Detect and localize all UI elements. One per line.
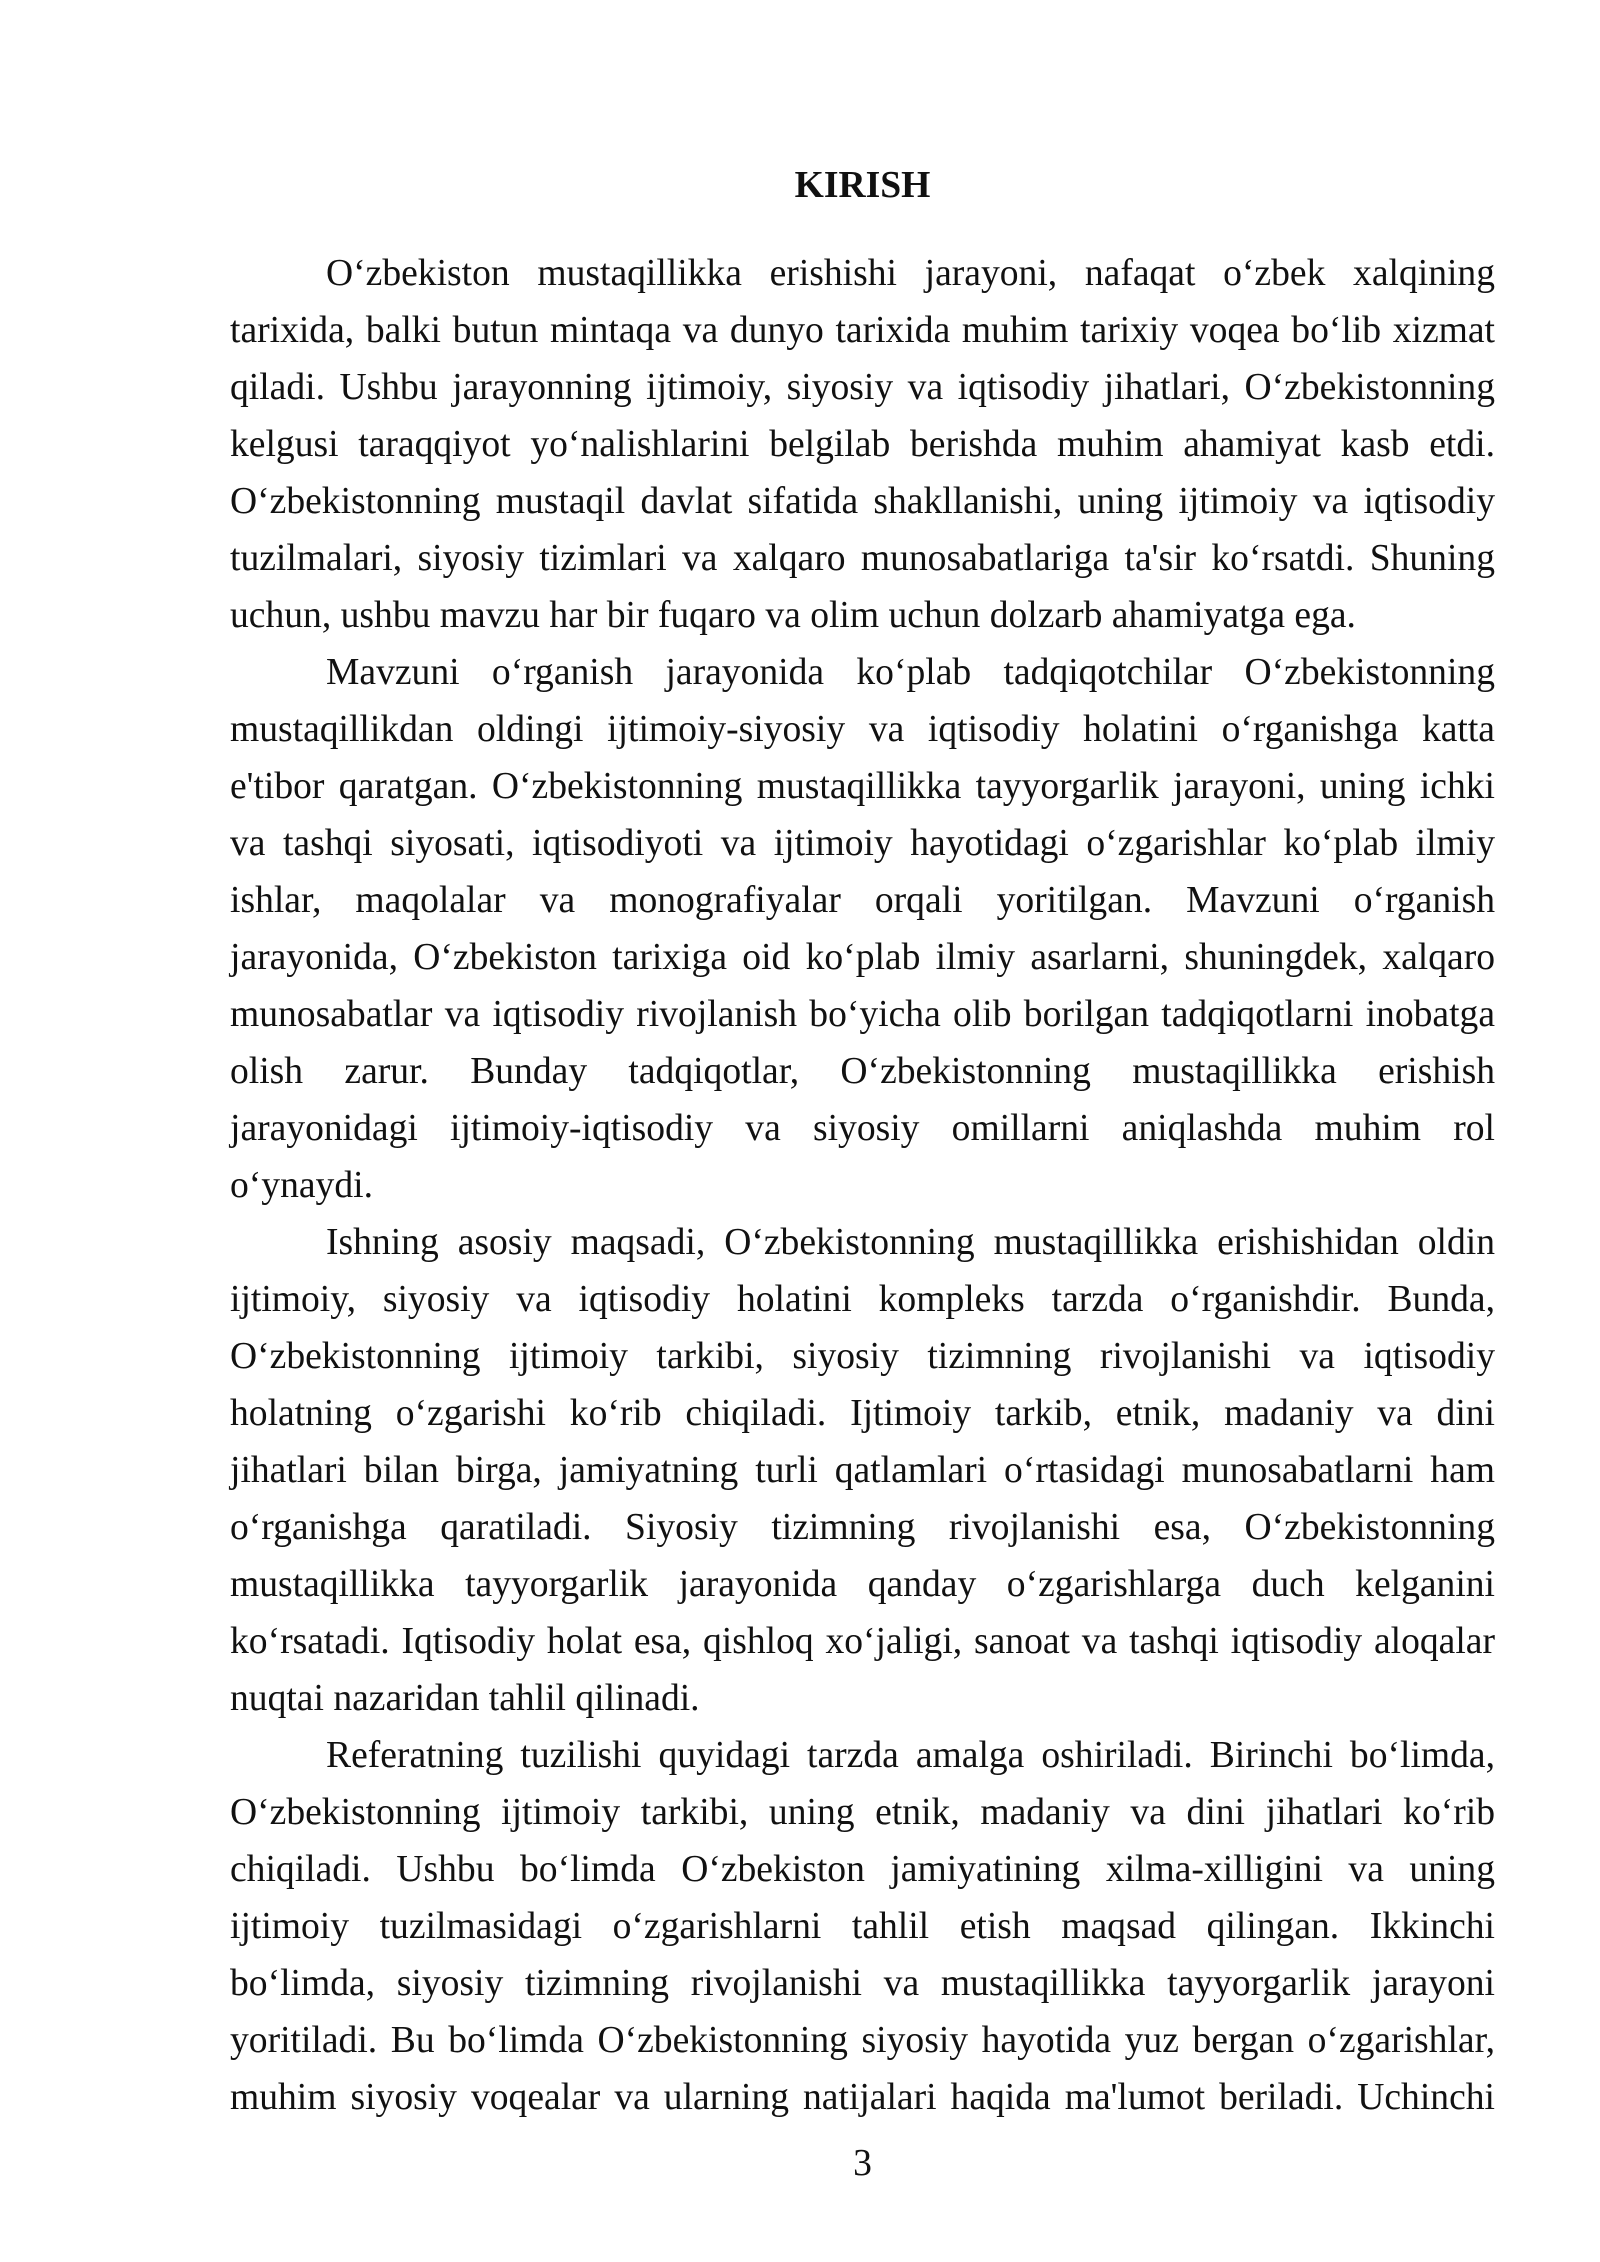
text-line: e'tibor qaratgan. O‘zbekistonning mustaqillikka tayyorgarlik jarayoni, uning ichki xyxy=(230,766,1495,807)
text-line: nuqtai nazaridan tahlil qilinadi. xyxy=(230,1678,700,1719)
text-line: mustaqillikdan oldingi ijtimoiy-siyosiy va iqtisodiy holatini o‘rganishga katta xyxy=(230,709,1495,750)
text-line: tuzilmalari, siyosiy tizimlari va xalqaro munosabatlariga ta'sir ko‘rsatdi. Shuning xyxy=(230,538,1495,579)
text-line: ishlar, maqolalar va monografiyalar orqali yoritilgan. Mavzuni o‘rganish xyxy=(230,880,1495,921)
text-line: O‘zbekistonning ijtimoiy tarkibi, uning etnik, madaniy va dini jihatlari ko‘rib xyxy=(230,1792,1495,1833)
paragraph xyxy=(230,245,1495,644)
paragraph xyxy=(230,1727,1495,2126)
text-line: Mavzuni o‘rganish jarayonida ko‘plab tadqiqotchilar O‘zbekistonning xyxy=(326,652,1495,693)
text-line: Ishning asosiy maqsadi, O‘zbekistonning mustaqillikka erishishidan oldin xyxy=(326,1222,1495,1263)
text-line: kelgusi taraqqiyot yo‘nalishlarini belgilab berishda muhim ahamiyat kasb etdi. xyxy=(230,424,1495,465)
paragraph xyxy=(230,1214,1495,1727)
text-line: Referatning tuzilishi quyidagi tarzda amalga oshiriladi. Birinchi bo‘limda, xyxy=(326,1735,1495,1776)
page-number: 3 xyxy=(853,2143,872,2184)
text-line: o‘rganishga qaratiladi. Siyosiy tizimning rivojlanishi esa, O‘zbekistonning xyxy=(230,1507,1495,1548)
text-line: jarayonida, O‘zbekiston tarixiga oid ko‘plab ilmiy asarlarni, shuningdek, xalqaro xyxy=(230,937,1495,978)
text-line: uchun, ushbu mavzu har bir fuqaro va olim uchun dolzarb ahamiyatga ega. xyxy=(230,595,1356,636)
text-line: mustaqillikka tayyorgarlik jarayonida qanday o‘zgarishlarga duch kelganini xyxy=(230,1564,1495,1605)
text-line: tarixida, balki butun mintaqa va dunyo tarixida muhim tarixiy voqea bo‘lib xizmat xyxy=(230,310,1495,351)
text-line: munosabatlar va iqtisodiy rivojlanish bo‘yicha olib borilgan tadqiqotlarni inobatga xyxy=(230,994,1495,1035)
text-line: va tashqi siyosati, iqtisodiyoti va ijtimoiy hayotidagi o‘zgarishlar ko‘plab ilmiy xyxy=(230,823,1495,864)
text-line: ijtimoiy tuzilmasidagi o‘zgarishlarni tahlil etish maqsad qilingan. Ikkinchi xyxy=(230,1906,1495,1947)
text-line: muhim siyosiy voqealar va ularning natijalari haqida ma'lumot beriladi. Uchinchi xyxy=(230,2077,1495,2118)
text-line: olish zarur. Bunday tadqiqotlar, O‘zbekistonning mustaqillikka erishish xyxy=(230,1051,1495,1092)
text-line: O‘zbekistonning ijtimoiy tarkibi, siyosiy tizimning rivojlanishi va iqtisodiy xyxy=(230,1336,1495,1377)
text-line: O‘zbekistonning mustaqil davlat sifatida shakllanishi, uning ijtimoiy va iqtisodiy xyxy=(230,481,1495,522)
paragraph xyxy=(230,644,1495,1214)
text-line: ko‘rsatadi. Iqtisodiy holat esa, qishloq xo‘jaligi, sanoat va tashqi iqtisodiy aloqalar xyxy=(230,1621,1495,1662)
text-line: holatning o‘zgarishi ko‘rib chiqiladi. Ijtimoiy tarkib, etnik, madaniy va dini xyxy=(230,1393,1495,1434)
text-line: jarayonidagi ijtimoiy-iqtisodiy va siyosiy omillarni aniqlashda muhim rol xyxy=(230,1108,1495,1149)
text-line: bo‘limda, siyosiy tizimning rivojlanishi va mustaqillikka tayyorgarlik jarayoni xyxy=(230,1963,1495,2004)
text-line: yoritiladi. Bu bo‘limda O‘zbekistonning siyosiy hayotida yuz bergan o‘zgarishlar, xyxy=(230,2020,1495,2061)
text-line: O‘zbekiston mustaqillikka erishishi jarayoni, nafaqat o‘zbek xalqining xyxy=(326,253,1495,294)
text-line: o‘ynaydi. xyxy=(230,1165,373,1206)
body-text xyxy=(230,245,1495,2126)
text-line: chiqiladi. Ushbu bo‘limda O‘zbekiston jamiyatining xilma-xilligini va uning xyxy=(230,1849,1495,1890)
text-line: qiladi. Ushbu jarayonning ijtimoiy, siyosiy va iqtisodiy jihatlari, O‘zbekistonning xyxy=(230,367,1495,408)
text-line: ijtimoiy, siyosiy va iqtisodiy holatini kompleks tarzda o‘rganishdir. Bunda, xyxy=(230,1279,1495,1320)
text-line: jihatlari bilan birga, jamiyatning turli qatlamlari o‘rtasidagi munosabatlarni ham xyxy=(230,1450,1495,1491)
section-heading: KIRISH xyxy=(794,165,931,206)
